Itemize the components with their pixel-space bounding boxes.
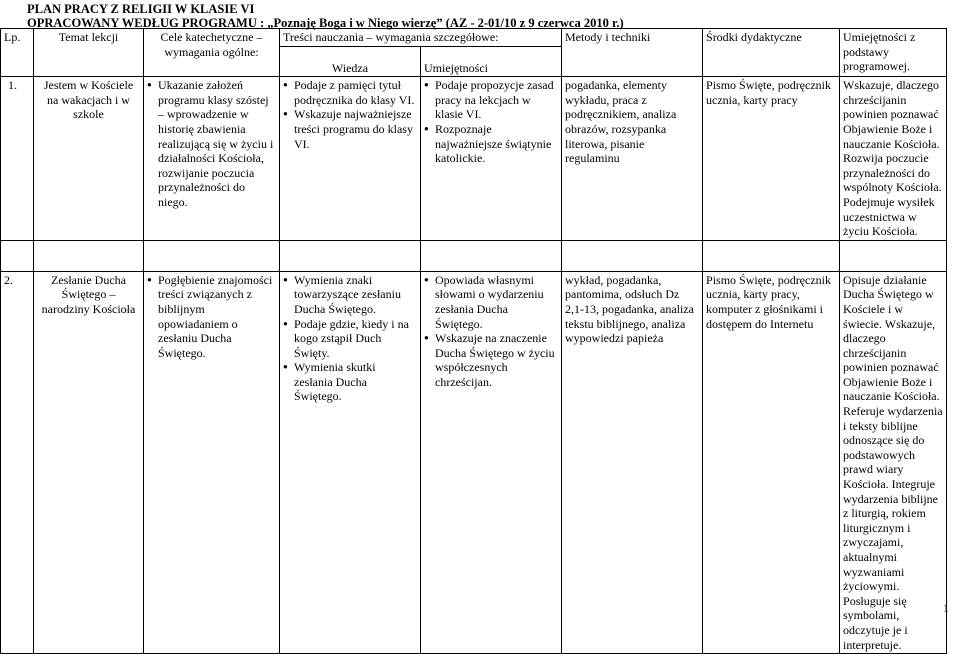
list-item: ● Ukazanie założeń programu klasy szóstej – wprowadzenie w historię zbawienia realizującą się w życiu i działalności Kościoła, rozwijanie poczucia przynależności do niego. [158, 78, 276, 209]
row-podstawy: Opisuje działanie Ducha Świętego w Kościele i w świecie. Wskazuje, dlaczego chrześcijanin powinien poznawać Objawienie Boże i nauczanie Kościoła. Referuje wydarzenia i teksty biblijne odnoszące się do podstawowych prawd wiary Kościoła. Integruje wydarzenia biblijne z liturgią, rokiem liturgicznym i zwyczajami, aktualnymi wyzwaniami życiowymi. Posługuje się symbolami, odczytuje je i interpretuje. [840, 271, 947, 653]
table-row [1, 77, 947, 241]
document-title: PLAN PRACY Z RELIGII W KLASIE VI [27, 2, 255, 16]
row-umiejetnosci [421, 271, 562, 653]
row-lp: 2. [1, 271, 34, 653]
col-header-metody: Metody i techniki [562, 29, 703, 77]
list-item: ● Pogłębienie znajomości treści związanych z biblijnym opowiadaniem o zesłaniu Ducha Świętego. [158, 273, 276, 361]
list-item: ● Wymienia znaki towarzyszące zesłaniu Ducha Świętego. [294, 273, 417, 317]
list-item: ● Podaje z pamięci tytuł podręcznika do klasy VI. [294, 78, 417, 107]
document-header [27, 2, 624, 30]
page-number: 1 [943, 601, 949, 615]
col-header-podstawy: Umiejętności z podstawy programowej. [840, 29, 947, 77]
row-wiedza [280, 271, 421, 653]
lesson-plan-table [0, 28, 947, 654]
row-cele [144, 271, 280, 653]
list-item: ● Wskazuje na znaczenie Ducha Świętego w życiu współczesnych chrześcijan. [435, 331, 558, 389]
col-header-wiedza: Wiedza [280, 46, 421, 77]
list-item: ● Podaje propozycje zasad pracy na lekcjach w klasie VI. [435, 78, 558, 122]
row-metody: wykład, pogadanka, pantomima, odsłuch Dz 2,1-13, pogadanka, analiza tekstu biblijnego, analiza wypowiedzi papieża [562, 271, 703, 653]
list-item: ● Opowiada własnymi słowami o wydarzeniu zesłania Ducha Świętego. [435, 273, 558, 331]
row-lp: 1. [1, 77, 34, 241]
spacer-row [1, 240, 947, 271]
row-cele [144, 77, 280, 241]
row-srodki: Pismo Święte, podręcznik ucznia, karty pracy, komputer z głośnikami i dostępem do Internetu [703, 271, 840, 653]
row-temat: Jestem w Kościele na wakacjach i w szkole [34, 77, 144, 241]
table-row [1, 271, 947, 653]
col-header-lp: Lp. [1, 29, 34, 77]
header-row [1, 29, 947, 47]
row-umiejetnosci [421, 77, 562, 241]
list-item: ● Podaje gdzie, kiedy i na kogo zstąpił Duch Święty. [294, 317, 417, 361]
col-header-srodki: Środki dydaktyczne [703, 29, 840, 77]
col-header-umiejetnosci: Umiejętności [421, 46, 562, 77]
row-temat: Zesłanie Ducha Świętego – narodziny Kościoła [34, 271, 144, 653]
list-item: ● Wymienia skutki zesłania Ducha Świętego. [294, 360, 417, 404]
list-item: ● Rozpoznaje najważniejsze świątynie katolickie. [435, 122, 558, 166]
document-subtitle: OPRACOWANY WEDŁUG PROGRAMU : „Poznaję Boga i w Niego wierzę” (AZ - 2-01/10 z 9 czerwca 2010 r.) [27, 16, 624, 30]
list-item: ● Wskazuje najważniejsze treści programu do klasy VI. [294, 107, 417, 151]
col-header-tresci: Treści nauczania – wymagania szczegółowe: [280, 29, 562, 47]
row-metody: pogadanka, elementy wykładu, praca z podręcznikiem, analiza obrazów, rozsypanka literowa, pisanie regulaminu [562, 77, 703, 241]
col-header-temat: Temat lekcji [34, 29, 144, 77]
row-srodki: Pismo Święte, podręcznik ucznia, karty pracy [703, 77, 840, 241]
col-header-cele: Cele katechetyczne – wymagania ogólne: [144, 29, 280, 77]
row-wiedza [280, 77, 421, 241]
row-podstawy: Wskazuje, dlaczego chrześcijanin powinien poznawać Objawienie Boże i nauczanie Kościoła. Rozwija poczucie przynależności do wspólnoty Kościoła. Podejmuje wysiłek uczestnictwa w życiu Kościoła. [840, 77, 947, 241]
